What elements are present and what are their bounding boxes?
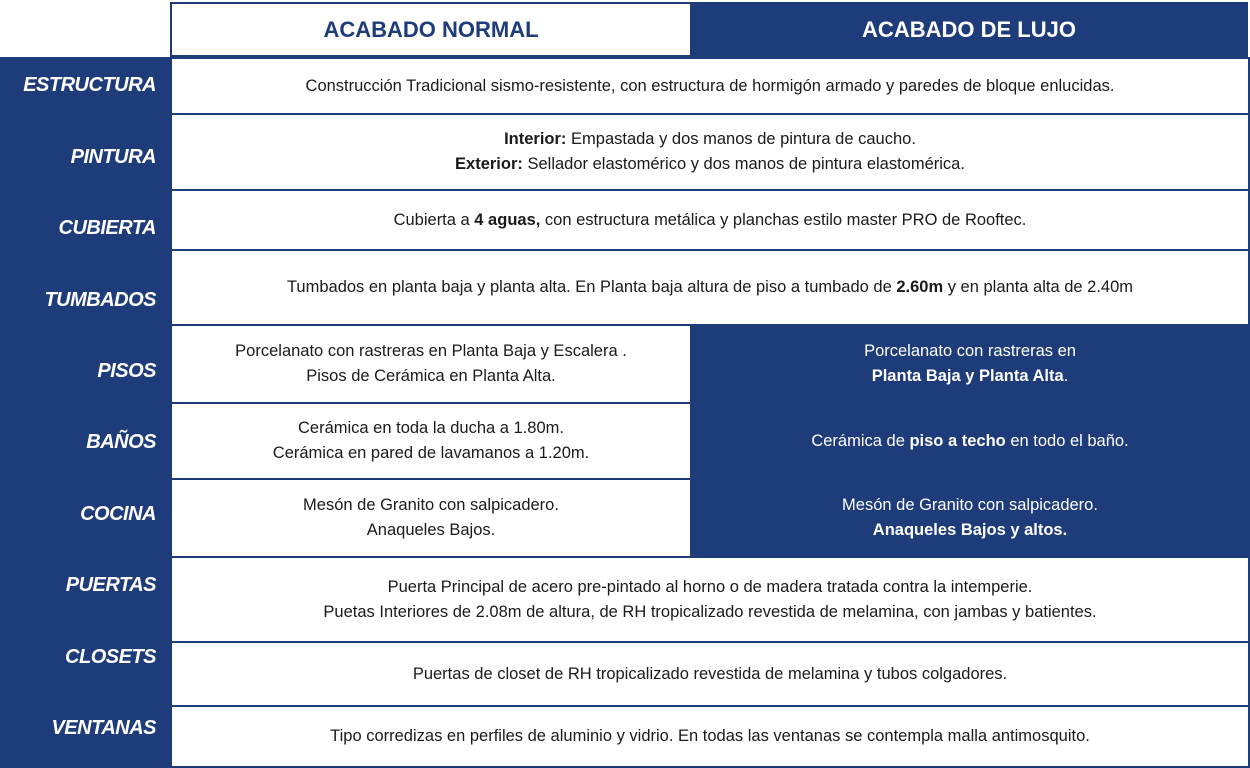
estructura-text: Construcción Tradicional sismo-resistente, con estructura de hormigón armado y paredes de bloque enlucidas. bbox=[305, 76, 1115, 95]
category-cocina: COCINA bbox=[80, 503, 156, 525]
row-ventanas bbox=[170, 705, 1250, 768]
header-acabado-lujo: ACABADO DE LUJO bbox=[690, 2, 1248, 57]
row-banos-lujo bbox=[690, 402, 1250, 480]
pintura-interior-label: Interior: bbox=[504, 130, 567, 148]
ventanas-text: Tipo corredizas en perfiles de aluminio y vidrio. En todas las ventanas se contempla malla antimosquito. bbox=[330, 727, 1090, 745]
category-estructura: ESTRUCTURA bbox=[23, 74, 156, 96]
pisos-normal-line2: Pisos de Cerámica en Planta Alta. bbox=[306, 367, 556, 385]
cubierta-pre: Cubierta a bbox=[393, 210, 475, 229]
category-closets: CLOSETS bbox=[65, 646, 156, 668]
row-cubierta bbox=[170, 189, 1250, 251]
row-estructura bbox=[170, 57, 1250, 115]
category-cubierta: CUBIERTA bbox=[58, 217, 156, 239]
cocina-normal-line1: Mesón de Granito con salpicadero. bbox=[303, 496, 559, 514]
cocina-lujo-bold: Anaqueles Bajos y altos. bbox=[872, 521, 1068, 539]
row-pintura bbox=[170, 113, 1250, 191]
banos-lujo-post: en todo el baño. bbox=[1005, 431, 1129, 450]
pisos-normal-line1: Porcelanato con rastreras en Planta Baja y Escalera . bbox=[235, 342, 627, 360]
category-ventanas: VENTANAS bbox=[51, 717, 156, 739]
closets-text: Puertas de closet de RH tropicalizado revestida de melamina y tubos colgadores. bbox=[412, 664, 1008, 683]
pintura-exterior-label: Exterior: bbox=[455, 155, 523, 173]
tumbados-post: y en planta alta de 2.40m bbox=[943, 278, 1134, 296]
tumbados-line bbox=[287, 275, 1133, 300]
pintura-interior-line bbox=[504, 127, 916, 152]
tumbados-pre: Tumbados en planta baja y planta alta. En Planta baja altura de piso a tumbado de bbox=[286, 278, 897, 296]
cocina-lujo-line2 bbox=[873, 518, 1067, 543]
cocina-normal-line2: Anaqueles Bajos. bbox=[366, 521, 496, 539]
pintura-exterior-text: Sellador elastomérico y dos manos de pintura elastomérica. bbox=[522, 155, 965, 173]
banos-normal-line1: Cerámica en toda la ducha a 1.80m. bbox=[298, 419, 564, 437]
row-puertas bbox=[170, 556, 1250, 643]
pisos-lujo-line2 bbox=[872, 364, 1069, 389]
pisos-lujo-end: . bbox=[1063, 367, 1069, 385]
row-pisos-normal bbox=[170, 324, 692, 404]
pisos-lujo-bold: Planta Baja y Planta Alta bbox=[871, 367, 1064, 385]
header-acabado-normal: ACABADO NORMAL bbox=[170, 2, 690, 57]
row-cocina-lujo bbox=[690, 478, 1250, 558]
row-banos-normal bbox=[170, 402, 692, 480]
cocina-lujo-line1: Mesón de Granito con salpicadero. bbox=[842, 496, 1098, 514]
banos-normal-line2: Cerámica en pared de lavamanos a 1.20m. bbox=[272, 444, 590, 462]
puertas-line1: Puerta Principal de acero pre-pintado al horno o de madera tratada contra la intemperie. bbox=[387, 577, 1033, 596]
category-pintura: PINTURA bbox=[70, 146, 156, 168]
row-pisos-lujo bbox=[690, 324, 1250, 404]
row-tumbados bbox=[170, 249, 1250, 326]
category-banos: BAÑOS bbox=[86, 431, 156, 453]
banos-lujo-pre: Cerámica de bbox=[811, 431, 910, 450]
cubierta-post: con estructura metálica y planchas estilo master PRO de Rooftec. bbox=[540, 210, 1027, 229]
cubierta-line bbox=[394, 208, 1027, 233]
row-cocina-normal bbox=[170, 478, 692, 558]
banos-lujo-line bbox=[811, 429, 1128, 454]
row-closets bbox=[170, 641, 1250, 707]
pintura-interior-text: Empastada y dos manos de pintura de caucho. bbox=[566, 130, 916, 148]
banos-lujo-bold: piso a techo bbox=[909, 431, 1006, 450]
tumbados-bold: 2.60m bbox=[896, 278, 944, 296]
cubierta-bold: 4 aguas, bbox=[474, 210, 541, 229]
pisos-lujo-line1: Porcelanato con rastreras en bbox=[864, 342, 1076, 360]
puertas-line2: Puetas Interiores de 2.08m de altura, de RH tropicalizado revestida de melamina, con jambas y batientes. bbox=[323, 602, 1097, 621]
category-pisos: PISOS bbox=[97, 360, 156, 382]
category-puertas: PUERTAS bbox=[65, 574, 156, 596]
pintura-exterior-line bbox=[455, 152, 965, 177]
category-tumbados: TUMBADOS bbox=[44, 289, 156, 311]
